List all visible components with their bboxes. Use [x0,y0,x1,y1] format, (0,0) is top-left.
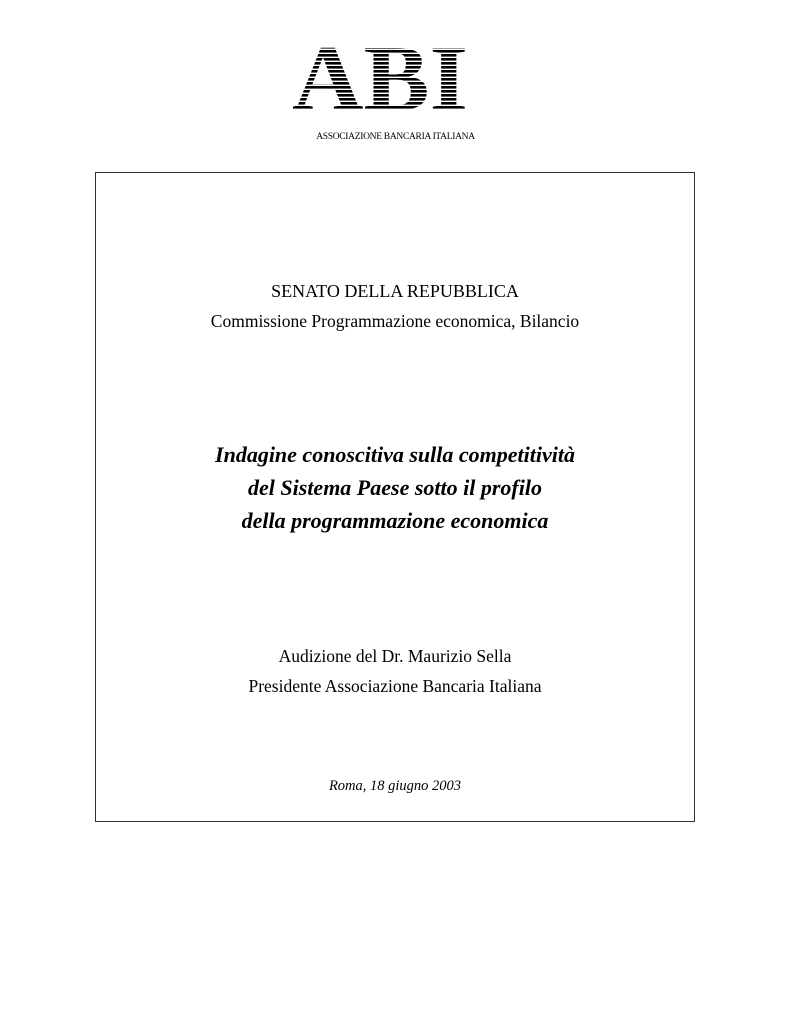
speaker-role: Presidente Associazione Bancaria Italiana [248,676,542,696]
audition-line: Audizione del Dr. Maurizio Sella [278,646,512,666]
cover-frame [95,172,695,822]
institution-heading: SENATO DELLA REPUBBLICA [271,281,519,301]
title-line: del Sistema Paese sotto il profilo [248,475,542,500]
title-line: della programmazione economica [241,508,549,533]
title-line: Indagine conoscitiva sulla competitività [215,442,575,467]
commission-subheading: Commissione Programmazione economica, Bilancio [210,311,580,331]
document-title [96,438,694,537]
abi-logo [290,38,470,114]
logo-subtitle: ASSOCIAZIONE BANCARIA ITALIANA [316,132,475,142]
abi-logo-graphic [290,38,470,114]
place-date: Roma, 18 giugno 2003 [328,778,462,794]
